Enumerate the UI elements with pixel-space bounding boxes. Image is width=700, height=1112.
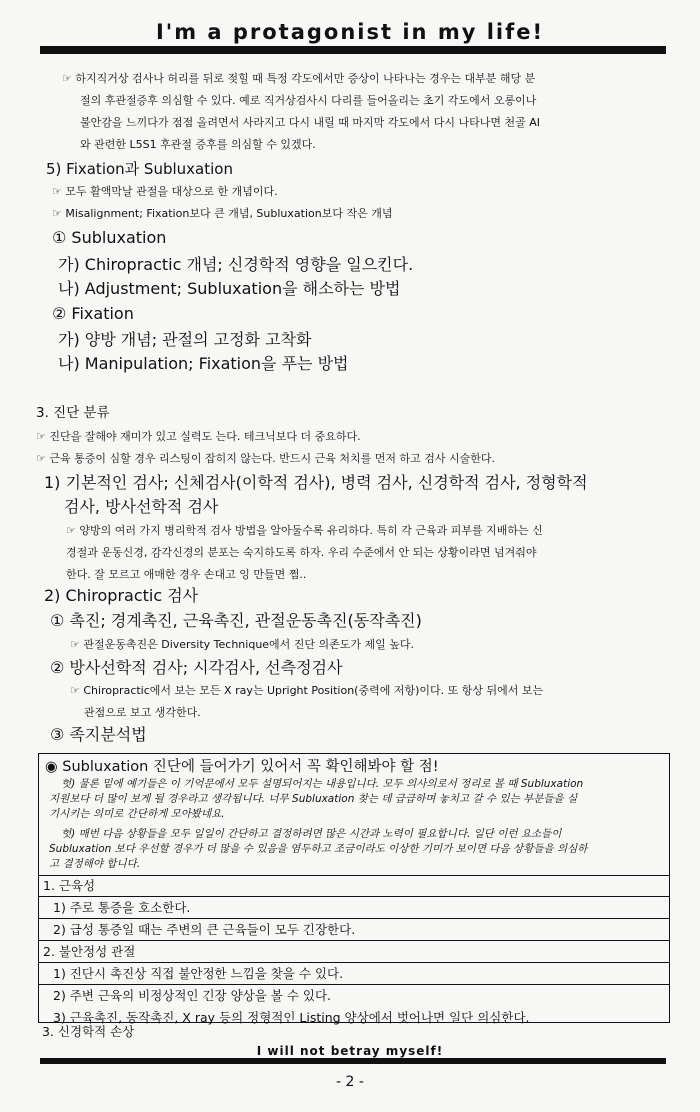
intro-line-1: ☞ 하지직거상 검사나 허리를 뒤로 젖힐 때 특정 각도에서만 증상이 나타나는 경우는 대부분 해당 분 (62, 72, 536, 85)
checklist-note-2-line-1: 헛) 매번 다음 상황들을 모두 일일이 간단하고 결정하려면 많은 시간과 노력이 필요합니다. 일단 이런 요소들이 (61, 828, 562, 840)
footer-rule (40, 1058, 666, 1064)
basic-exam-line-1: 1) 기본적인 검사; 신체검사(이학적 검사), 병력 검사, 신경학적 검사, 정형학적 (44, 473, 588, 492)
fixation-item-a: 가) 양방 개념; 관절의 고정화 고착화 (58, 330, 312, 349)
radiology-note-2: 관점으로 보고 생각한다. (84, 706, 201, 719)
intro-line-4: 와 관련한 L5S1 후관절 증후를 의심할 수 있겠다. (80, 138, 316, 151)
radiology-line: ② 방사선학적 검사; 시각검사, 선측정검사 (50, 658, 343, 677)
checklist-note-2-line-2: Subluxation 보다 우선할 경우가 더 많을 수 있음을 염두하고 조금이라도 이상한 기미가 보이면 다음 상황들을 의심하 (49, 843, 588, 855)
checklist-row-divider (39, 875, 669, 876)
basic-exam-note-2: 경절과 운동신경, 감각신경의 분포는 숙지하도록 하자. 우리 수준에서 안 되는 상황이라면 넘겨줘야 (66, 546, 537, 559)
section-3-heading: 3. 진단 분류 (36, 405, 110, 421)
checklist-item-muscular-2: 2) 급성 통증일 때는 주변의 큰 근육들이 모두 긴장한다. (53, 922, 356, 937)
checklist-row-divider (39, 984, 669, 985)
palpation-note: ☞ 관절운동촉진은 Diversity Technique에서 진단 의존도가 제일 높다. (70, 638, 415, 651)
subluxation-checklist-box (38, 753, 670, 1023)
basic-exam-note-1: ☞ 양방의 여러 가지 병리학적 검사 방법을 알아둘수록 유리하다. 특히 각 근육과 피부를 지배하는 신 (66, 524, 543, 537)
page-number: - 2 - (336, 1074, 364, 1090)
intro-line-3: 불안감을 느끼다가 점점 올려면서 사라지고 다시 내릴 때 마지막 각도에서 다시 나타나면 천골 AI (80, 116, 541, 129)
section-3-bullet-2: ☞ 근육 통증이 심할 경우 리스팅이 잡히지 않는다. 반드시 근육 처치를 먼저 하고 검사 시술한다. (36, 452, 495, 465)
radiology-note-1: ☞ Chiropractic에서 보는 모든 X ray는 Upright Position(중력에 저항)이다. 또 항상 뒤에서 보는 (70, 684, 544, 697)
section-3-bullet-1: ☞ 진단을 잘해야 재미가 있고 실력도 는다. 테크닉보다 더 중요하다. (36, 430, 361, 443)
section-5-heading: 5) Fixation과 Subluxation (46, 160, 233, 178)
header-rule (40, 46, 666, 54)
basic-exam-line-2: 검사, 방사선학적 검사 (64, 497, 219, 516)
chiropractic-exam-heading: 2) Chiropractic 검사 (44, 586, 199, 605)
section-5-bullet-1: ☞ 모두 활액막날 관절을 대상으로 한 개념이다. (52, 185, 278, 198)
checklist-item-instability-2: 2) 주변 근육의 비정상적인 긴장 양상을 볼 수 있다. (53, 988, 332, 1003)
fixation-item-b: 나) Manipulation; Fixation을 푸는 방법 (58, 354, 349, 373)
page-header-title: I'm a protagonist in my life! (155, 20, 545, 44)
subluxation-heading: ① Subluxation (52, 228, 167, 247)
checklist-row-divider (39, 962, 669, 963)
subluxation-item-b: 나) Adjustment; Subluxation을 해소하는 방법 (58, 279, 401, 298)
checklist-row-divider (39, 918, 669, 919)
basic-exam-note-3: 한다. 잘 모르고 애매한 경우 손대고 잉 만들면 쩜.. (66, 568, 307, 581)
checklist-item-instability: 2. 불안정성 관절 (43, 944, 136, 959)
section-5-bullet-2: ☞ Misalignment; Fixation보다 큰 개념, Subluxation보다 작은 개념 (52, 207, 393, 220)
subluxation-item-a: 가) Chiropractic 개념; 신경학적 영향을 일으킨다. (58, 255, 414, 274)
checklist-item-neurological: 3. 신경학적 손상 (42, 1024, 135, 1039)
checklist-note-2-line-3: 고 결정해야 합니다. (49, 858, 141, 870)
checklist-note-1-line-1: 헛) 물론 밑에 예기들은 이 기억문에서 모두 설명되어지는 내용입니다. 모두 의사의로서 정리로 볼 때 Subluxation (61, 778, 584, 790)
palpation-line: ① 촉진; 경계촉진, 근육촉진, 관절운동촉진(동작촉진) (50, 611, 422, 630)
checklist-note-1-line-3: 기시키는 의미로 간단하게 모아봤네요. (49, 808, 225, 820)
checklist-note-1-line-2: 지원보다 더 많이 보게 될 경우라고 생각됩니다. 너무 Subluxation 찾는 데 급급하며 놓치고 갈 수 있는 부분들을 실 (49, 793, 578, 805)
checklist-item-muscular: 1. 근육성 (43, 878, 96, 893)
intro-line-2: 절의 후관절증후 의심할 수 있다. 예로 직거상검사시 다리를 들어올리는 초기 각도에서 오롱이나 (80, 94, 537, 107)
fixation-heading: ② Fixation (52, 304, 134, 323)
checklist-title: ◉ Subluxation 진단에 들어가기 있어서 꼭 확인해봐야 할 점! (45, 759, 439, 775)
footer-motto: I will not betray myself! (256, 1044, 444, 1058)
checklist-row-divider (39, 896, 669, 897)
checklist-item-instability-3: 3) 근육촉진, 동작촉진, X ray 등의 정형적인 Listing 양상에서 벗어나면 일단 의심한다. (53, 1010, 530, 1025)
checklist-item-muscular-1: 1) 주로 통증을 호소한다. (53, 900, 191, 915)
checklist-row-divider (39, 940, 669, 941)
foot-analysis-line: ③ 족지분석법 (50, 725, 147, 744)
checklist-item-instability-1: 1) 진단시 촉진상 직접 불안정한 느낌을 찾을 수 있다. (53, 966, 344, 981)
